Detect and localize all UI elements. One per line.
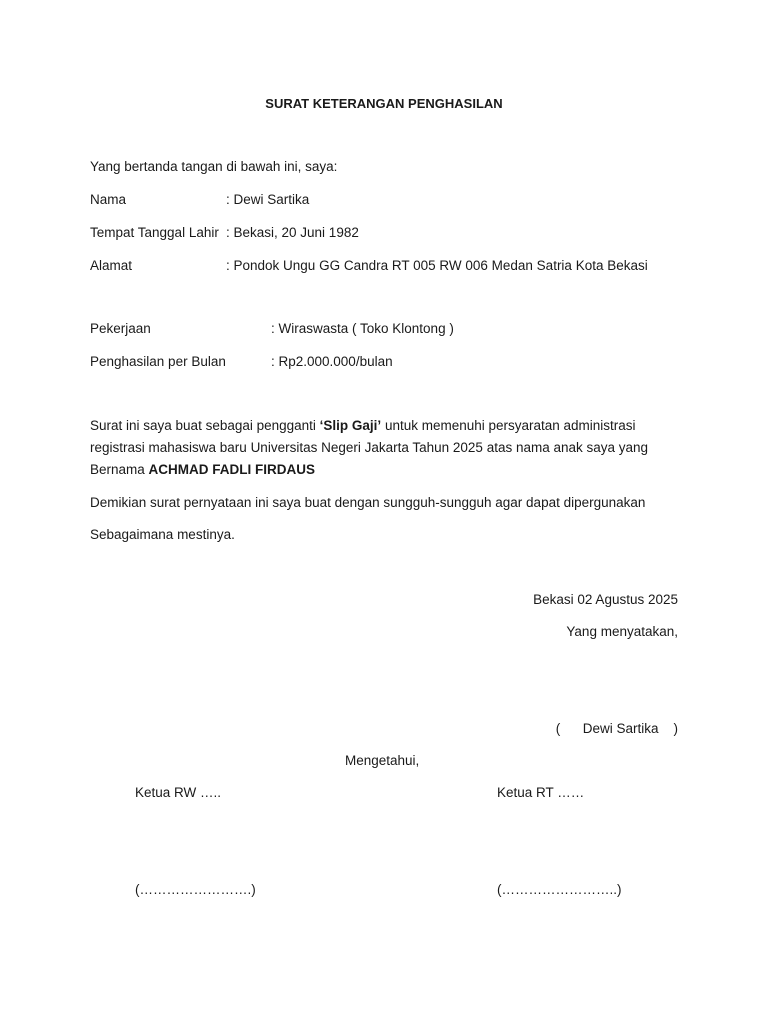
- slip-gaji-emphasis: ‘Slip Gaji’: [319, 418, 382, 433]
- intro-text: Yang bertanda tangan di bawah ini, saya:: [90, 159, 338, 174]
- closing-text: Demikian surat pernyataan ini saya buat dengan sungguh-sungguh agar dapat dipergunakan: [90, 495, 646, 510]
- signer-name: ( Dewi Sartika ): [555, 721, 678, 736]
- body-paragraph: [90, 415, 690, 481]
- field-label-penghasilan: Penghasilan per Bulan: [90, 354, 226, 369]
- field-label-ttl: Tempat Tanggal Lahir: [90, 225, 219, 240]
- closing-text-2: Sebagaimana mestinya.: [90, 527, 235, 542]
- field-label-nama: Nama: [90, 192, 127, 207]
- ketua-rw-label: Ketua RW …..: [135, 785, 222, 800]
- student-name: ACHMAD FADLI FIRDAUS: [148, 462, 316, 477]
- body-text-a: Surat ini saya buat sebagai pengganti: [90, 418, 320, 433]
- field-value-ttl: : Bekasi, 20 Juni 1982: [226, 225, 359, 240]
- ketua-rw-signature: (…………………….): [135, 882, 256, 897]
- acknowledgement-heading: Mengetahui,: [345, 753, 420, 768]
- document-title: SURAT KETERANGAN PENGHASILAN: [265, 96, 503, 111]
- place-date: Bekasi 02 Agustus 2025: [533, 592, 678, 607]
- field-value-alamat: : Pondok Ungu GG Candra RT 005 RW 006 Medan Satria Kota Bekasi: [226, 258, 648, 273]
- field-label-alamat: Alamat: [90, 258, 133, 273]
- ketua-rt-label: Ketua RT ……: [497, 785, 585, 800]
- body-text-b: untuk memenuhi persyaratan administrasi registrasi mahasiswa baru Universitas Negeri Jakarta Tahun 2025 atas nama anak saya yang Bernama: [90, 418, 649, 477]
- statement-label: Yang menyatakan,: [566, 624, 678, 639]
- field-value-nama: : Dewi Sartika: [226, 192, 310, 207]
- ketua-rt-signature: (……………………..): [497, 882, 622, 897]
- field-label-pekerjaan: Pekerjaan: [90, 321, 151, 336]
- field-value-pekerjaan: : Wiraswasta ( Toko Klontong ): [271, 321, 454, 336]
- field-value-penghasilan: : Rp2.000.000/bulan: [271, 354, 393, 369]
